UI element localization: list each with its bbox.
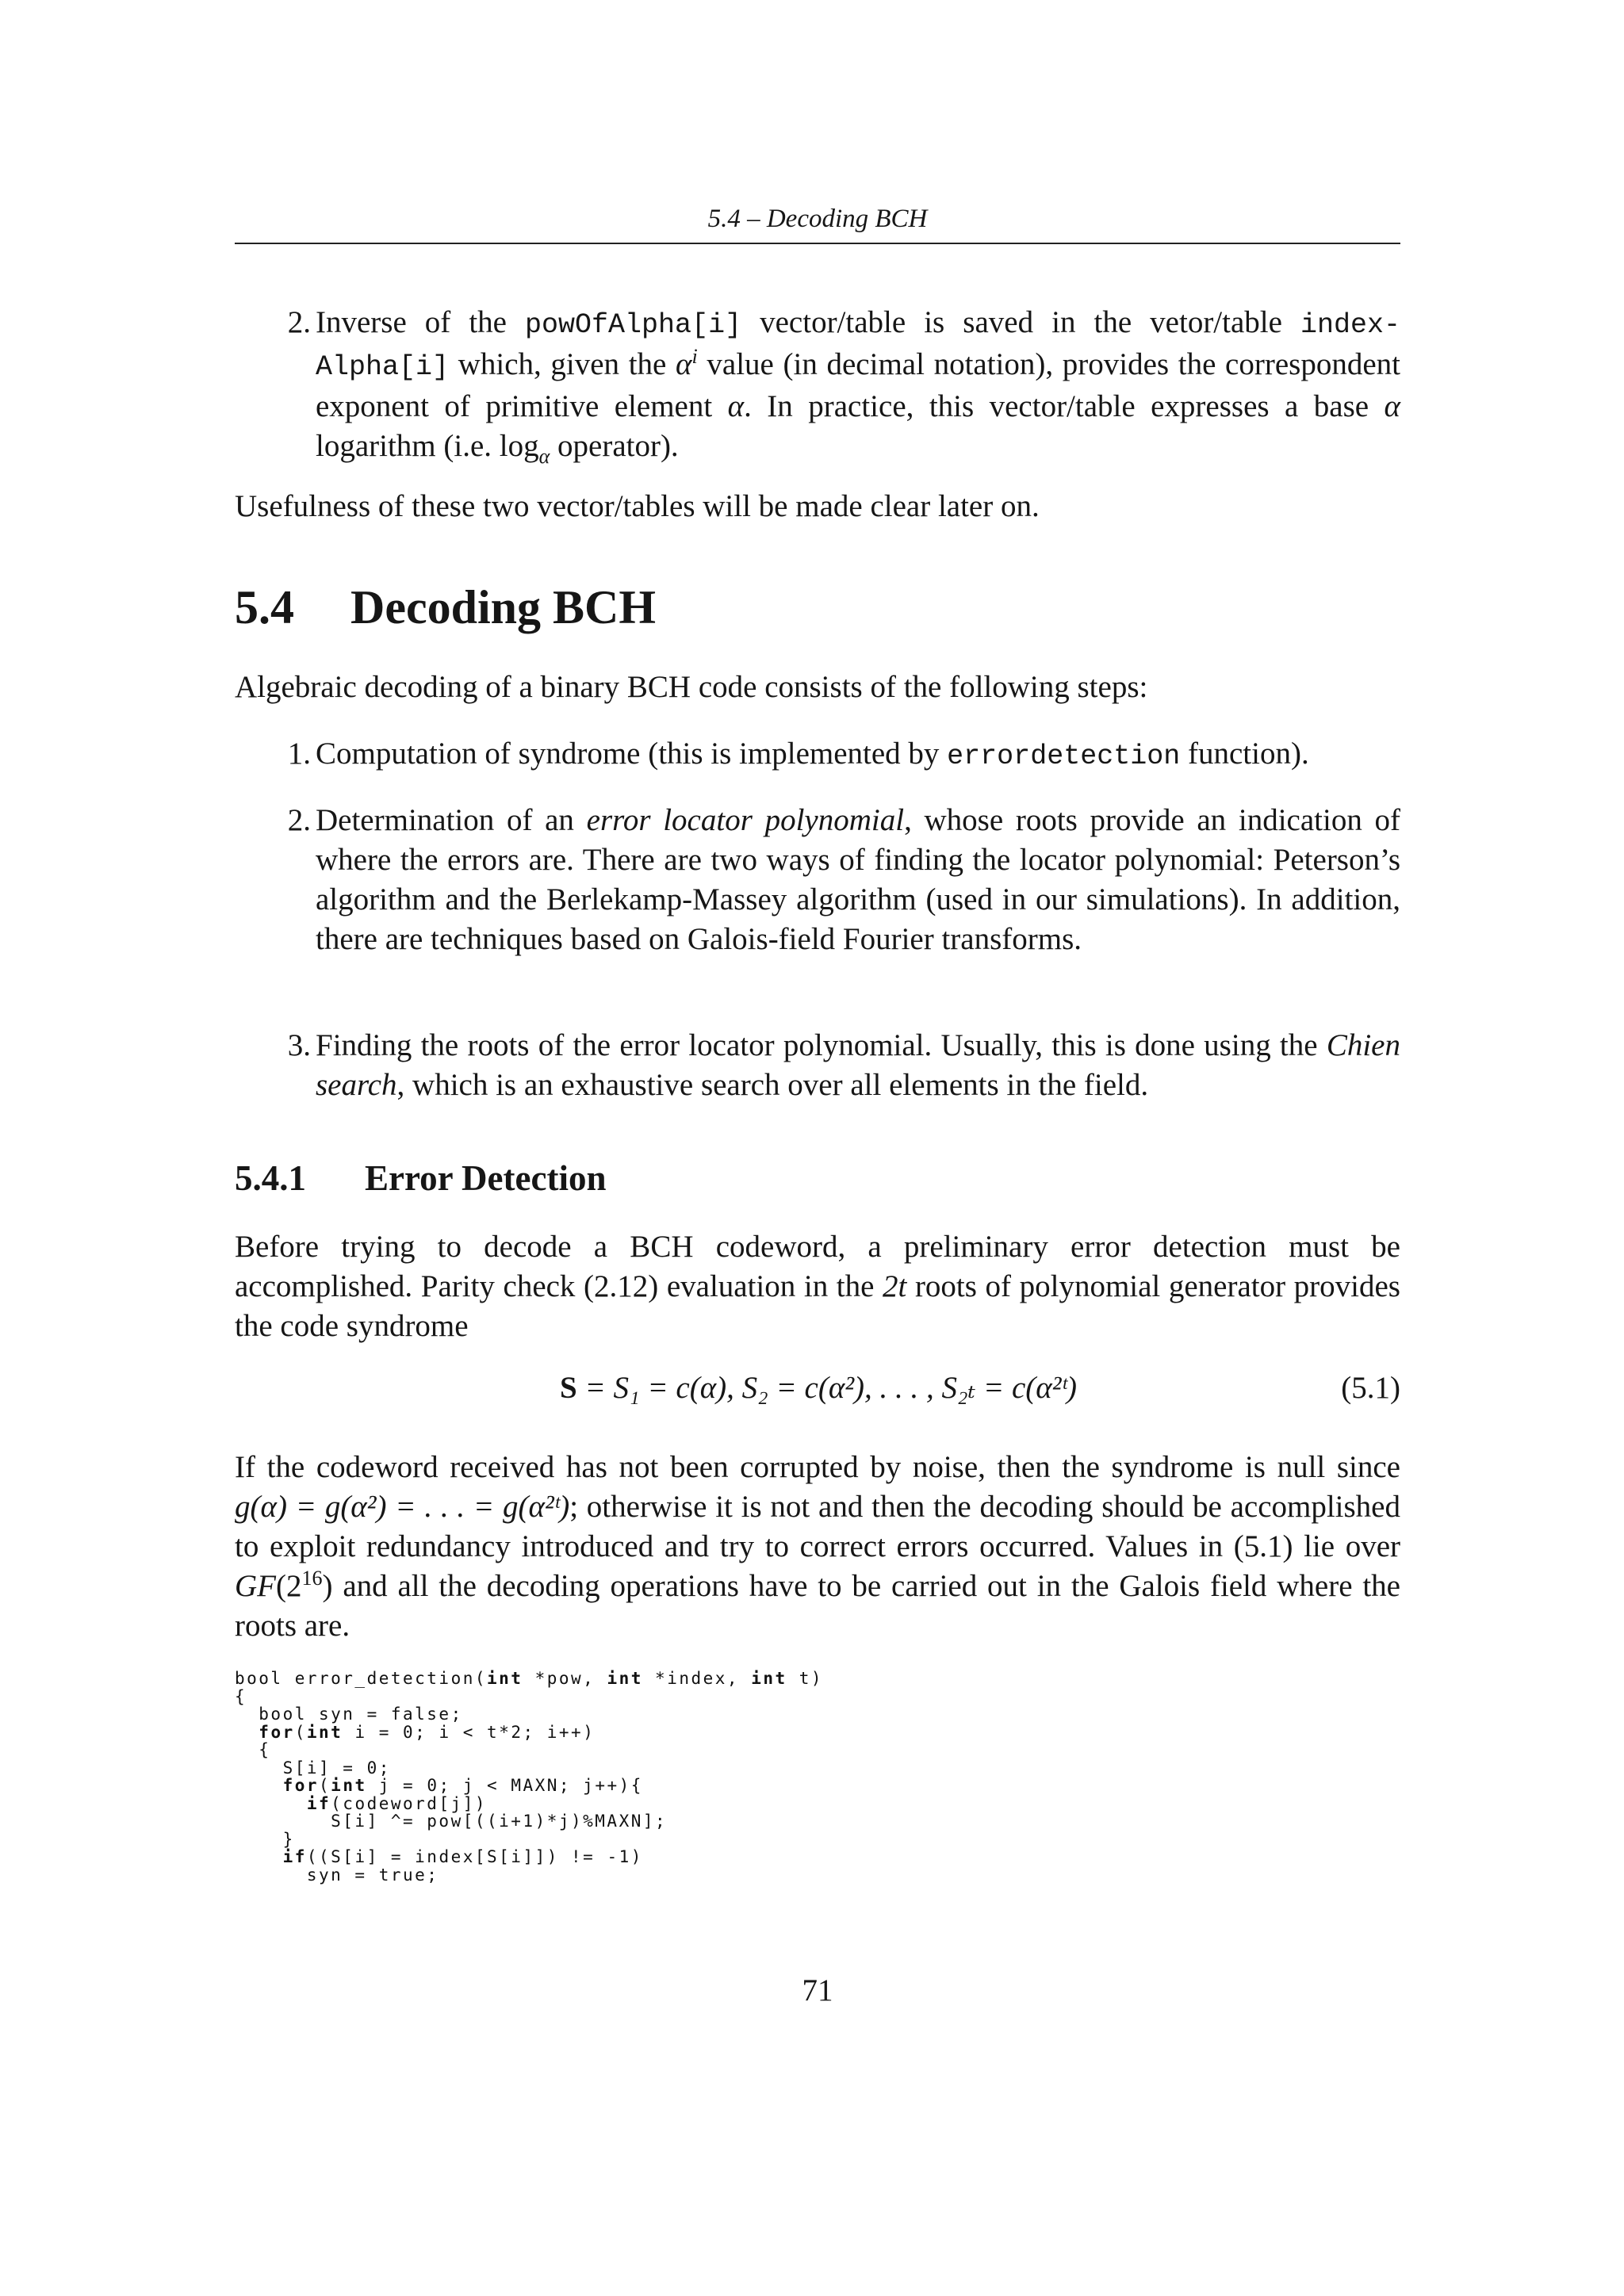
inline-code: index-Alpha[i] bbox=[316, 309, 1401, 383]
subsection-number: 5.4.1 bbox=[235, 1158, 306, 1198]
code-line: for(int i = 0; i < t*2; i++) bbox=[259, 1722, 596, 1742]
step-item-2 bbox=[235, 801, 1400, 959]
paragraph-before-equation: Before trying to decode a BCH codeword, a preliminary error detection must be accomplished. Parity check (2.12) evaluation in the 2t roots of polynomial generator provides the code syndrome bbox=[235, 1230, 1400, 1343]
code-line: { bbox=[235, 1740, 271, 1759]
section-title: Decoding BCH bbox=[350, 581, 657, 633]
subsection-title: Error Detection bbox=[365, 1158, 607, 1198]
list-item-text: Determination of an error locator polynomial, whose roots provide an indication of where the errors are. There are two ways of finding the locator polynomial: Peterson’s algorithm and the Berlekamp-Massey algorithm (used in our simulations). In addition, there are techniques based on Galois-field Fourier transforms. bbox=[316, 803, 1400, 956]
paragraph-algebraic: Algebraic decoding of a binary BCH code consists of the following steps: bbox=[235, 670, 1148, 704]
code-line: } bbox=[235, 1829, 295, 1849]
list-number: 3. bbox=[287, 1028, 311, 1062]
code-line: for(int j = 0; j < MAXN; j++){ bbox=[282, 1776, 643, 1795]
paragraph-usefulness: Usefulness of these two vector/tables will be made clear later on. bbox=[235, 489, 1040, 523]
code-line: { bbox=[235, 1686, 247, 1706]
step-item-1 bbox=[235, 734, 1400, 776]
page-number: 71 bbox=[802, 1973, 833, 2007]
equation-body: S = S₁ = c(α), S₂ = c(α²), . . . , S₂ₜ = c(α²ᵗ) bbox=[560, 1371, 1077, 1405]
emphasis: error locator polynomial bbox=[586, 803, 905, 837]
intro-list-item-2 bbox=[235, 303, 1400, 466]
section-number: 5.4 bbox=[235, 581, 294, 633]
code-line: if((S[i] = index[S[i]]) != -1) bbox=[282, 1847, 643, 1866]
code-line: if(codeword[j]) bbox=[306, 1793, 488, 1813]
code-line: bool error_detection(int *pow, int *index, int t) bbox=[235, 1669, 824, 1688]
list-item-text: Inverse of the powOfAlpha[i] vector/table is saved in the vetor/table index-Alpha[i] which, given the $\alpha^i$ value (in decimal notation), provides the correspondent exponent of primitive element α. In practice, this vector/table expresses a base α logarithm (i.e. $\log_\alpha$ operator). bbox=[316, 305, 1401, 468]
subsection-heading bbox=[235, 1158, 606, 1199]
list-item-text: Finding the roots of the error locator polynomial. Usually, this is done using the Chien search, which is an exhaustive search over all elements in the field. bbox=[316, 1028, 1400, 1102]
header-rule bbox=[235, 243, 1400, 244]
code-listing bbox=[235, 1670, 1107, 1884]
code-line: syn = true; bbox=[235, 1865, 439, 1885]
list-item-text: Computation of syndrome (this is implemented by errordetection function). bbox=[316, 737, 1309, 772]
list-number: 1. bbox=[287, 737, 311, 771]
paragraph-after-equation: If the codeword received has not been corrupted by noise, then the syndrome is null since g(α) = g(α²) = . . . = g(α²ᵗ); otherwise it is not and then the decoding should be accomplished to exploit redundancy introduced and try to correct errors occurred. Values in (5.1) lie over $GF(2^{16})$ and all the decoding operations have to be carried out in the Galois field where the roots are. bbox=[235, 1450, 1400, 1643]
section-heading bbox=[235, 580, 656, 635]
running-header: 5.4 – Decoding BCH bbox=[707, 205, 928, 233]
list-number: 2. bbox=[287, 803, 311, 837]
code-line: S[i] ^= pow[((i+1)*j)%MAXN]; bbox=[235, 1812, 668, 1831]
inline-code: errordetection bbox=[947, 740, 1181, 772]
emphasis: Chien search bbox=[316, 1028, 1400, 1102]
code-line: S[i] = 0; bbox=[235, 1758, 391, 1777]
equation-5-1 bbox=[235, 1370, 1400, 1414]
equation-number: (5.1) bbox=[1341, 1371, 1400, 1405]
step-item-3 bbox=[235, 1026, 1400, 1105]
list-number: 2. bbox=[287, 305, 311, 339]
inline-code: powOfAlpha[i] bbox=[525, 309, 742, 341]
code-line: bool syn = false; bbox=[235, 1705, 463, 1724]
